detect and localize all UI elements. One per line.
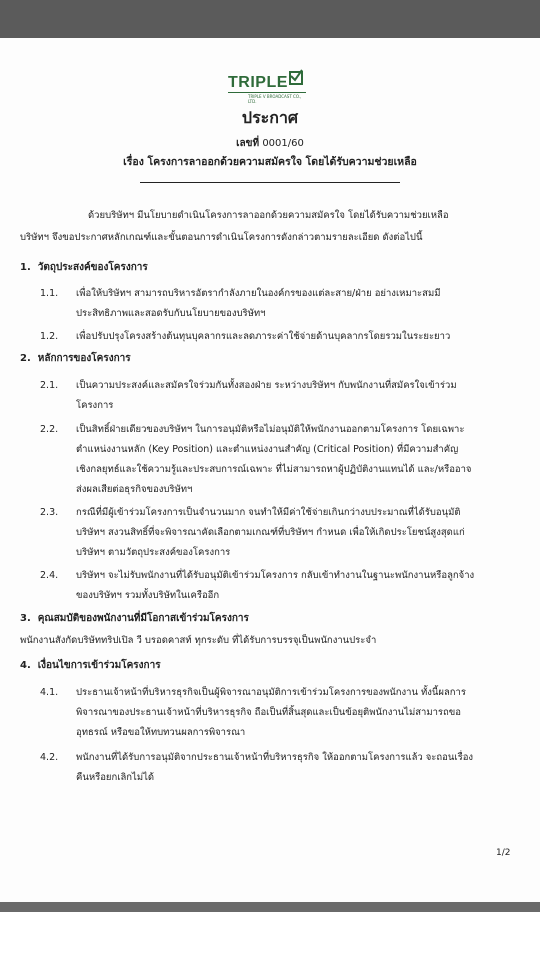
item-line: ประสิทธิภาพและสอดรับกับนโยบายของบริษัทฯ [76,308,266,319]
section-number: 2. [20,353,31,364]
item-number: 1.1. [40,288,59,299]
item-line: พิจารณาของประธานเจ้าหน้าที่บริหารธุรกิจ ถือเป็นที่สิ้นสุดและเป็นข้อยุติพนักงานไม่สามารถขอ [76,707,461,718]
item-number: 2.3. [40,507,59,518]
intro-line: บริษัทฯ จึงขอประกาศหลักเกณฑ์และขั้นตอนการดำเนินโครงการดังกล่าวตามรายละเอียด ดังต่อไปนี้ [20,232,423,243]
item-line: บริษัทฯ สงวนสิทธิ์ที่จะพิจารณาคัดเลือกตามเกณฑ์ที่บริษัทฯ กำหนด เพื่อให้เกิดประโยชน์สูงสุดแก่ [76,527,465,538]
section-title: เงื่อนไขการเข้าร่วมโครงการ [37,660,161,671]
section-heading [20,258,148,278]
section-number: 3. [20,613,31,624]
item-number: 2.4. [40,570,59,581]
item-line: คืนหรือยกเลิกไม่ได้ [76,772,155,783]
item-line: เชิงกลยุทธ์และใช้ความรู้และประสบการณ์เฉพาะ ที่ไม่สามารถหาผู้ปฏิบัติงานแทนได้ และ/หรืออาจ [76,464,472,475]
item-line: ประธานเจ้าหน้าที่บริหารธุรกิจเป็นผู้พิจารณาอนุมัติการเข้าร่วมโครงการของพนักงาน ทั้งนี้ผลการ [76,687,466,698]
section-heading [20,349,131,369]
section-heading [20,656,161,676]
item-line: กรณีที่มีผู้เข้าร่วมโครงการเป็นจำนวนมาก จนทำให้มีค่าใช้จ่ายเกินกว่างบประมาณที่ได้รับอนุมัติ [76,507,461,518]
section-heading [20,609,249,629]
item-line: เพื่อให้บริษัทฯ สามารถบริหารอัตรากำลังภายในองค์กรของแต่ละสาย/ฝ่าย อย่างเหมาะสมมี [76,288,441,299]
item-line: บริษัทฯ จะไม่รับพนักงานที่ได้รับอนุมัติเข้าร่วมโครงการ กลับเข้าทำงานในฐานะพนักงานหรือลูกจ้าง [76,570,475,581]
company-logo [228,74,308,104]
logo-tagline: TRIPLE V BROADCAST CO., LTD. [248,94,302,104]
item-line: อุทธรณ์ หรือขอให้ทบทวนผลการพิจารณา [76,727,246,738]
item-line: เป็นความประสงค์และสมัครใจร่วมกันทั้งสองฝ่าย ระหว่างบริษัทฯ กับพนักงานที่สมัครใจเข้าร่วม [76,380,457,391]
document-subject: เรื่อง โครงการลาออกด้วยความสมัครใจ โดยได้รับความช่วยเหลือ [123,156,417,168]
section-number: 4. [20,660,31,671]
bottom-bar [0,902,540,912]
item-number: 2.1. [40,380,59,391]
section-title: วัตถุประสงค์ของโครงการ [37,262,148,273]
checkmark-icon [289,71,303,85]
section-title: หลักการของโครงการ [37,353,131,364]
document-number [0,136,540,151]
top-bar [0,0,540,38]
section-number: 1. [20,262,31,273]
section-paragraph: พนักงานสังกัดบริษัททริปเปิล วี บรอดคาสท์ ทุกระดับ ที่ได้รับการบรรจุเป็นพนักงานประจำ [20,635,377,646]
page-number: 1/2 [496,848,511,858]
intro-line: ด้วยบริษัทฯ มีนโยบายดำเนินโครงการลาออกด้วยความสมัครใจ โดยได้รับความช่วยเหลือ [88,210,449,221]
document-page [0,38,540,902]
item-line: บริษัทฯ ตามวัตถุประสงค์ของโครงการ [76,547,231,558]
section-title: คุณสมบัติของพนักงานที่มีโอกาสเข้าร่วมโครงการ [37,613,249,624]
item-line: เพื่อปรับปรุงโครงสร้างต้นทุนบุคลากรและลดภาระค่าใช้จ่ายด้านบุคลากรโดยรวมในระยะยาว [76,331,451,342]
item-line: ของบริษัทฯ รวมทั้งบริษัทในเครืออีก [76,590,220,601]
page-title: ประกาศ [241,108,299,127]
item-line: ส่งผลเสียต่อธุรกิจของบริษัทฯ [76,484,193,495]
item-number: 4.1. [40,687,59,698]
item-line: ตำแหน่งงานหลัก (Key Position) และตำแหน่งงานสำคัญ (Critical Position) ที่มีความสำคัญ [76,444,459,455]
doc-no-label: เลขที่ [236,138,260,149]
item-line: โครงการ [76,400,114,411]
doc-no-value: 0001/60 [262,138,304,149]
logo-underline [228,92,306,93]
item-number: 1.2. [40,331,59,342]
item-line: เป็นสิทธิ์ฝ่ายเดียวของบริษัทฯ ในการอนุมัติหรือไม่อนุมัติให้พนักงานออกตามโครงการ โดยเฉพาะ [76,424,465,435]
item-line: พนักงานที่ได้รับการอนุมัติจากประธานเจ้าหน้าที่บริหารธุรกิจ ให้ออกตามโครงการแล้ว จะถอนเรื่อง [76,752,474,763]
item-number: 4.2. [40,752,59,763]
logo-text: TRIPLE [228,74,288,91]
item-number: 2.2. [40,424,59,435]
title-divider [140,182,400,183]
